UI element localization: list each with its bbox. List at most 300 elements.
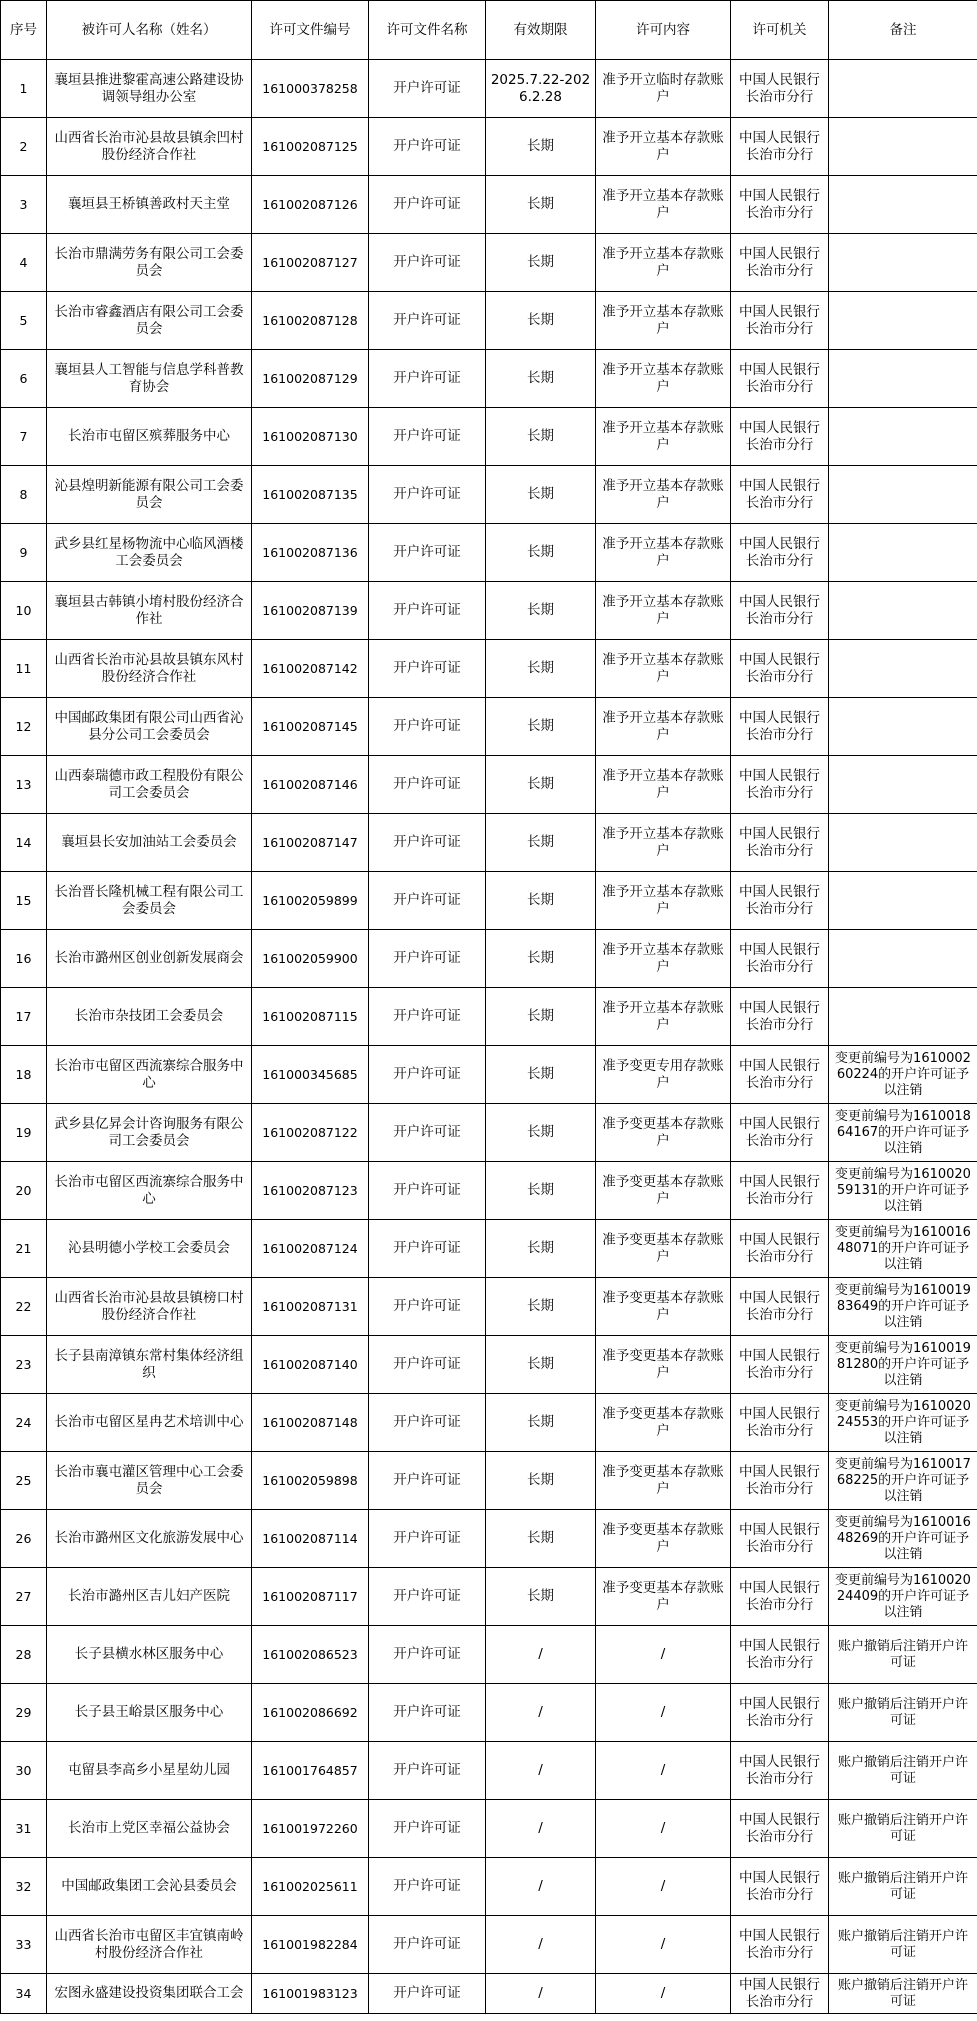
license-name-cell: 开户许可证 <box>369 582 486 640</box>
license-name-cell: 开户许可证 <box>369 698 486 756</box>
remark-cell <box>829 292 977 350</box>
license-name-cell: 开户许可证 <box>369 872 486 930</box>
remark-cell <box>829 118 977 176</box>
agency-cell: 中国人民银行长治市分行 <box>731 524 829 582</box>
agency-cell: 中国人民银行长治市分行 <box>731 408 829 466</box>
license-number-cell: 161002087148 <box>252 1394 369 1452</box>
remark-cell <box>829 988 977 1046</box>
licensee-name-cell: 山西省长治市沁县故县镇东风村股份经济合作社 <box>47 640 252 698</box>
licensee-name-cell: 长子县南漳镇东常村集体经济组织 <box>47 1336 252 1394</box>
seq-cell: 20 <box>1 1162 47 1220</box>
seq-cell: 2 <box>1 118 47 176</box>
validity-cell: 长期 <box>486 698 596 756</box>
license-name-cell: 开户许可证 <box>369 814 486 872</box>
agency-cell: 中国人民银行长治市分行 <box>731 1336 829 1394</box>
license-name-cell: 开户许可证 <box>369 1916 486 1974</box>
remark-cell: 账户撤销后注销开户许可证 <box>829 1742 977 1800</box>
remark-cell <box>829 930 977 988</box>
licensee-name-cell: 长治市屯留区星冉艺术培训中心 <box>47 1394 252 1452</box>
license-name-cell: 开户许可证 <box>369 1742 486 1800</box>
seq-cell: 7 <box>1 408 47 466</box>
content-cell: 准予变更基本存款账户 <box>596 1104 731 1162</box>
table-row <box>1 408 977 466</box>
agency-cell: 中国人民银行长治市分行 <box>731 1278 829 1336</box>
license-name-cell: 开户许可证 <box>369 1626 486 1684</box>
license-name-cell: 开户许可证 <box>369 1684 486 1742</box>
licensee-name-cell: 武乡县亿昇会计咨询服务有限公司工会委员会 <box>47 1104 252 1162</box>
table-row <box>1 1336 977 1394</box>
license-number-cell: 161002059898 <box>252 1452 369 1510</box>
licensee-name-cell: 武乡县红星杨物流中心临风酒楼工会委员会 <box>47 524 252 582</box>
validity-cell: 2025.7.22-2026.2.28 <box>486 60 596 118</box>
licensee-name-cell: 山西泰瑞德市政工程股份有限公司工会委员会 <box>47 756 252 814</box>
licensee-name-cell: 长治市潞州区文化旅游发展中心 <box>47 1510 252 1568</box>
table-row <box>1 1394 977 1452</box>
validity-cell: 长期 <box>486 118 596 176</box>
content-cell: 准予开立基本存款账户 <box>596 350 731 408</box>
validity-cell: 长期 <box>486 176 596 234</box>
validity-cell: 长期 <box>486 988 596 1046</box>
license-number-cell: 161001764857 <box>252 1742 369 1800</box>
content-cell: 准予开立基本存款账户 <box>596 698 731 756</box>
remark-cell <box>829 466 977 524</box>
agency-cell: 中国人民银行长治市分行 <box>731 60 829 118</box>
license-number-cell: 161002087135 <box>252 466 369 524</box>
table-row <box>1 988 977 1046</box>
content-cell: / <box>596 1626 731 1684</box>
table-row <box>1 698 977 756</box>
license-name-cell: 开户许可证 <box>369 756 486 814</box>
validity-cell: 长期 <box>486 640 596 698</box>
license-name-cell: 开户许可证 <box>369 1800 486 1858</box>
licensee-name-cell: 沁县煌明新能源有限公司工会委员会 <box>47 466 252 524</box>
license-number-cell: 161002087126 <box>252 176 369 234</box>
seq-cell: 26 <box>1 1510 47 1568</box>
licensee-name-cell: 襄垣县推进黎霍高速公路建设协调领导组办公室 <box>47 60 252 118</box>
seq-cell: 13 <box>1 756 47 814</box>
seq-cell: 18 <box>1 1046 47 1104</box>
license-number-cell: 161002087131 <box>252 1278 369 1336</box>
remark-cell: 变更前编号为161001768225的开户许可证予以注销 <box>829 1452 977 1510</box>
licensee-name-cell: 长治晋长隆机械工程有限公司工会委员会 <box>47 872 252 930</box>
content-cell: 准予开立基本存款账户 <box>596 756 731 814</box>
remark-cell <box>829 756 977 814</box>
seq-cell: 17 <box>1 988 47 1046</box>
seq-cell: 33 <box>1 1916 47 1974</box>
licensee-name-cell: 长治市上党区幸福公益协会 <box>47 1800 252 1858</box>
remark-cell <box>829 582 977 640</box>
agency-cell: 中国人民银行长治市分行 <box>731 292 829 350</box>
validity-cell: 长期 <box>486 292 596 350</box>
validity-cell: 长期 <box>486 350 596 408</box>
agency-cell: 中国人民银行长治市分行 <box>731 350 829 408</box>
agency-cell: 中国人民银行长治市分行 <box>731 814 829 872</box>
remark-cell <box>829 698 977 756</box>
license-name-cell: 开户许可证 <box>369 466 486 524</box>
seq-cell: 23 <box>1 1336 47 1394</box>
license-number-cell: 161002087114 <box>252 1510 369 1568</box>
remark-cell <box>829 524 977 582</box>
seq-cell: 10 <box>1 582 47 640</box>
license-name-cell: 开户许可证 <box>369 1220 486 1278</box>
seq-cell: 27 <box>1 1568 47 1626</box>
validity-cell: 长期 <box>486 1394 596 1452</box>
validity-cell: 长期 <box>486 1046 596 1104</box>
content-cell: 准予开立基本存款账户 <box>596 640 731 698</box>
seq-cell: 32 <box>1 1858 47 1916</box>
license-name-cell: 开户许可证 <box>369 524 486 582</box>
remark-cell: 账户撤销后注销开户许可证 <box>829 1974 977 2014</box>
agency-cell: 中国人民银行长治市分行 <box>731 930 829 988</box>
licensee-name-cell: 长治市屯留区西流寨综合服务中心 <box>47 1046 252 1104</box>
table-row <box>1 640 977 698</box>
seq-cell: 4 <box>1 234 47 292</box>
license-number-cell: 161002087124 <box>252 1220 369 1278</box>
header-license-number: 许可文件编号 <box>252 1 369 60</box>
content-cell: 准予开立基本存款账户 <box>596 872 731 930</box>
remark-cell <box>829 350 977 408</box>
content-cell: 准予开立基本存款账户 <box>596 292 731 350</box>
validity-cell: 长期 <box>486 872 596 930</box>
license-number-cell: 161002025611 <box>252 1858 369 1916</box>
remark-cell: 账户撤销后注销开户许可证 <box>829 1916 977 1974</box>
agency-cell: 中国人民银行长治市分行 <box>731 1800 829 1858</box>
validity-cell: 长期 <box>486 1162 596 1220</box>
license-number-cell: 161002059899 <box>252 872 369 930</box>
validity-cell: 长期 <box>486 1510 596 1568</box>
seq-cell: 31 <box>1 1800 47 1858</box>
agency-cell: 中国人民银行长治市分行 <box>731 698 829 756</box>
seq-cell: 6 <box>1 350 47 408</box>
licensee-name-cell: 山西省长治市沁县故县镇榜口村股份经济合作社 <box>47 1278 252 1336</box>
license-name-cell: 开户许可证 <box>369 292 486 350</box>
content-cell: 准予变更基本存款账户 <box>596 1394 731 1452</box>
license-name-cell: 开户许可证 <box>369 1046 486 1104</box>
table-row <box>1 1452 977 1510</box>
license-number-cell: 161002087145 <box>252 698 369 756</box>
agency-cell: 中国人民银行长治市分行 <box>731 176 829 234</box>
agency-cell: 中国人民银行长治市分行 <box>731 1742 829 1800</box>
licensee-name-cell: 长子县横水林区服务中心 <box>47 1626 252 1684</box>
license-number-cell: 161002087130 <box>252 408 369 466</box>
validity-cell: / <box>486 1800 596 1858</box>
license-name-cell: 开户许可证 <box>369 1568 486 1626</box>
agency-cell: 中国人民银行长治市分行 <box>731 1510 829 1568</box>
licensee-name-cell: 襄垣县人工智能与信息学科普教育协会 <box>47 350 252 408</box>
license-number-cell: 161002087125 <box>252 118 369 176</box>
content-cell: 准予变更基本存款账户 <box>596 1336 731 1394</box>
license-number-cell: 161000378258 <box>252 60 369 118</box>
validity-cell: 长期 <box>486 524 596 582</box>
table-row <box>1 1278 977 1336</box>
seq-cell: 21 <box>1 1220 47 1278</box>
header-licensee-name: 被许可人名称（姓名） <box>47 1 252 60</box>
table-row <box>1 350 977 408</box>
remark-cell: 账户撤销后注销开户许可证 <box>829 1858 977 1916</box>
agency-cell: 中国人民银行长治市分行 <box>731 234 829 292</box>
table-row <box>1 1974 977 2014</box>
license-name-cell: 开户许可证 <box>369 1974 486 2014</box>
validity-cell: 长期 <box>486 1278 596 1336</box>
validity-cell: / <box>486 1858 596 1916</box>
licensee-name-cell: 长治市潞州区吉儿妇产医院 <box>47 1568 252 1626</box>
content-cell: 准予变更基本存款账户 <box>596 1162 731 1220</box>
licensee-name-cell: 山西省长治市屯留区丰宜镇南岭村股份经济合作社 <box>47 1916 252 1974</box>
table-row <box>1 234 977 292</box>
license-name-cell: 开户许可证 <box>369 118 486 176</box>
licensee-name-cell: 长治市睿鑫酒店有限公司工会委员会 <box>47 292 252 350</box>
validity-cell: 长期 <box>486 1568 596 1626</box>
license-number-cell: 161002087146 <box>252 756 369 814</box>
agency-cell: 中国人民银行长治市分行 <box>731 1916 829 1974</box>
seq-cell: 15 <box>1 872 47 930</box>
agency-cell: 中国人民银行长治市分行 <box>731 1104 829 1162</box>
agency-cell: 中国人民银行长治市分行 <box>731 1568 829 1626</box>
license-name-cell: 开户许可证 <box>369 60 486 118</box>
seq-cell: 1 <box>1 60 47 118</box>
header-validity: 有效期限 <box>486 1 596 60</box>
licensee-name-cell: 长治市鼎满劳务有限公司工会委员会 <box>47 234 252 292</box>
seq-cell: 5 <box>1 292 47 350</box>
content-cell: 准予开立基本存款账户 <box>596 466 731 524</box>
content-cell: 准予开立基本存款账户 <box>596 582 731 640</box>
header-remark: 备注 <box>829 1 977 60</box>
header-content: 许可内容 <box>596 1 731 60</box>
licensee-name-cell: 沁县明德小学校工会委员会 <box>47 1220 252 1278</box>
licensee-name-cell: 长治市襄屯灌区管理中心工会委员会 <box>47 1452 252 1510</box>
license-name-cell: 开户许可证 <box>369 1394 486 1452</box>
seq-cell: 14 <box>1 814 47 872</box>
agency-cell: 中国人民银行长治市分行 <box>731 1046 829 1104</box>
licensee-name-cell: 长治市潞州区创业创新发展商会 <box>47 930 252 988</box>
licensee-name-cell: 襄垣县王桥镇善政村天主堂 <box>47 176 252 234</box>
validity-cell: 长期 <box>486 1220 596 1278</box>
validity-cell: 长期 <box>486 1104 596 1162</box>
seq-cell: 8 <box>1 466 47 524</box>
content-cell: 准予变更基本存款账户 <box>596 1452 731 1510</box>
seq-cell: 24 <box>1 1394 47 1452</box>
license-number-cell: 161002087127 <box>252 234 369 292</box>
content-cell: / <box>596 1916 731 1974</box>
licensee-name-cell: 襄垣县古韩镇小堉村股份经济合作社 <box>47 582 252 640</box>
table-row <box>1 872 977 930</box>
license-number-cell: 161002086692 <box>252 1684 369 1742</box>
seq-cell: 19 <box>1 1104 47 1162</box>
license-number-cell: 161002087139 <box>252 582 369 640</box>
remark-cell: 变更前编号为161002024409的开户许可证予以注销 <box>829 1568 977 1626</box>
table-row <box>1 1568 977 1626</box>
content-cell: 准予变更专用存款账户 <box>596 1046 731 1104</box>
remark-cell: 变更前编号为161001981280的开户许可证予以注销 <box>829 1336 977 1394</box>
seq-cell: 28 <box>1 1626 47 1684</box>
agency-cell: 中国人民银行长治市分行 <box>731 1974 829 2014</box>
seq-cell: 29 <box>1 1684 47 1742</box>
agency-cell: 中国人民银行长治市分行 <box>731 988 829 1046</box>
license-number-cell: 161002087142 <box>252 640 369 698</box>
agency-cell: 中国人民银行长治市分行 <box>731 1684 829 1742</box>
license-number-cell: 161001982284 <box>252 1916 369 1974</box>
license-number-cell: 161002086523 <box>252 1626 369 1684</box>
validity-cell: 长期 <box>486 814 596 872</box>
table-row <box>1 1104 977 1162</box>
table-row <box>1 292 977 350</box>
remark-cell: 账户撤销后注销开户许可证 <box>829 1684 977 1742</box>
content-cell: 准予开立基本存款账户 <box>596 408 731 466</box>
license-number-cell: 161002087128 <box>252 292 369 350</box>
table-row <box>1 60 977 118</box>
remark-cell <box>829 814 977 872</box>
license-number-cell: 161002087140 <box>252 1336 369 1394</box>
seq-cell: 12 <box>1 698 47 756</box>
license-name-cell: 开户许可证 <box>369 1858 486 1916</box>
seq-cell: 16 <box>1 930 47 988</box>
agency-cell: 中国人民银行长治市分行 <box>731 1220 829 1278</box>
table-row <box>1 524 977 582</box>
agency-cell: 中国人民银行长治市分行 <box>731 1626 829 1684</box>
validity-cell: 长期 <box>486 1452 596 1510</box>
content-cell: / <box>596 1684 731 1742</box>
license-number-cell: 161000345685 <box>252 1046 369 1104</box>
content-cell: 准予变更基本存款账户 <box>596 1510 731 1568</box>
remark-cell: 变更前编号为161001648071的开户许可证予以注销 <box>829 1220 977 1278</box>
seq-cell: 11 <box>1 640 47 698</box>
seq-cell: 30 <box>1 1742 47 1800</box>
validity-cell: 长期 <box>486 930 596 988</box>
table-row <box>1 930 977 988</box>
remark-cell: 变更前编号为161002024553的开户许可证予以注销 <box>829 1394 977 1452</box>
license-number-cell: 161002087123 <box>252 1162 369 1220</box>
header-row <box>1 1 977 60</box>
table-row <box>1 176 977 234</box>
content-cell: 准予开立临时存款账户 <box>596 60 731 118</box>
licensee-name-cell: 中国邮政集团有限公司山西省沁县分公司工会委员会 <box>47 698 252 756</box>
table-row <box>1 1046 977 1104</box>
license-name-cell: 开户许可证 <box>369 988 486 1046</box>
validity-cell: 长期 <box>486 408 596 466</box>
content-cell: 准予变更基本存款账户 <box>596 1568 731 1626</box>
content-cell: 准予开立基本存款账户 <box>596 814 731 872</box>
table-row <box>1 1684 977 1742</box>
license-name-cell: 开户许可证 <box>369 1452 486 1510</box>
agency-cell: 中国人民银行长治市分行 <box>731 466 829 524</box>
licensee-name-cell: 长治市杂技团工会委员会 <box>47 988 252 1046</box>
licensee-name-cell: 长治市屯留区西流寨综合服务中心 <box>47 1162 252 1220</box>
license-name-cell: 开户许可证 <box>369 1104 486 1162</box>
license-name-cell: 开户许可证 <box>369 408 486 466</box>
license-number-cell: 161002087136 <box>252 524 369 582</box>
license-name-cell: 开户许可证 <box>369 234 486 292</box>
licensee-name-cell: 宏图永盛建设投资集团联合工会 <box>47 1974 252 2014</box>
table-row <box>1 466 977 524</box>
content-cell: / <box>596 1742 731 1800</box>
table-row <box>1 1742 977 1800</box>
content-cell: 准予变更基本存款账户 <box>596 1278 731 1336</box>
content-cell: 准予开立基本存款账户 <box>596 176 731 234</box>
table-row <box>1 118 977 176</box>
license-name-cell: 开户许可证 <box>369 930 486 988</box>
remark-cell <box>829 234 977 292</box>
table-row <box>1 756 977 814</box>
licensee-name-cell: 屯留县李高乡小星星幼儿园 <box>47 1742 252 1800</box>
content-cell: 准予开立基本存款账户 <box>596 524 731 582</box>
remark-cell: 变更前编号为161001983649的开户许可证予以注销 <box>829 1278 977 1336</box>
licensee-name-cell: 长子县王峪景区服务中心 <box>47 1684 252 1742</box>
content-cell: / <box>596 1974 731 2014</box>
header-license-name: 许可文件名称 <box>369 1 486 60</box>
remark-cell <box>829 176 977 234</box>
validity-cell: / <box>486 1626 596 1684</box>
table-row <box>1 1800 977 1858</box>
licensee-name-cell: 中国邮政集团工会沁县委员会 <box>47 1858 252 1916</box>
seq-cell: 34 <box>1 1974 47 2014</box>
agency-cell: 中国人民银行长治市分行 <box>731 756 829 814</box>
remark-cell <box>829 408 977 466</box>
agency-cell: 中国人民银行长治市分行 <box>731 1394 829 1452</box>
license-number-cell: 161002087147 <box>252 814 369 872</box>
agency-cell: 中国人民银行长治市分行 <box>731 1858 829 1916</box>
validity-cell: / <box>486 1742 596 1800</box>
table-row <box>1 1916 977 1974</box>
validity-cell: 长期 <box>486 582 596 640</box>
agency-cell: 中国人民银行长治市分行 <box>731 640 829 698</box>
remark-cell: 变更前编号为161001648269的开户许可证予以注销 <box>829 1510 977 1568</box>
license-number-cell: 161002087117 <box>252 1568 369 1626</box>
seq-cell: 3 <box>1 176 47 234</box>
validity-cell: 长期 <box>486 1336 596 1394</box>
validity-cell: / <box>486 1974 596 2014</box>
content-cell: 准予开立基本存款账户 <box>596 118 731 176</box>
license-name-cell: 开户许可证 <box>369 640 486 698</box>
table-row <box>1 1510 977 1568</box>
license-number-cell: 161002087122 <box>252 1104 369 1162</box>
table-row <box>1 814 977 872</box>
license-number-cell: 161001972260 <box>252 1800 369 1858</box>
license-name-cell: 开户许可证 <box>369 1278 486 1336</box>
seq-cell: 25 <box>1 1452 47 1510</box>
seq-cell: 22 <box>1 1278 47 1336</box>
remark-cell: 账户撤销后注销开户许可证 <box>829 1626 977 1684</box>
agency-cell: 中国人民银行长治市分行 <box>731 1162 829 1220</box>
license-name-cell: 开户许可证 <box>369 350 486 408</box>
remark-cell: 变更前编号为161001864167的开户许可证予以注销 <box>829 1104 977 1162</box>
remark-cell <box>829 640 977 698</box>
table-row <box>1 1162 977 1220</box>
licensee-name-cell: 襄垣县长安加油站工会委员会 <box>47 814 252 872</box>
content-cell: 准予开立基本存款账户 <box>596 930 731 988</box>
content-cell: 准予开立基本存款账户 <box>596 988 731 1046</box>
content-cell: 准予变更基本存款账户 <box>596 1220 731 1278</box>
validity-cell: 长期 <box>486 756 596 814</box>
license-name-cell: 开户许可证 <box>369 176 486 234</box>
license-number-cell: 161002059900 <box>252 930 369 988</box>
agency-cell: 中国人民银行长治市分行 <box>731 118 829 176</box>
table-row <box>1 1220 977 1278</box>
remark-cell: 变更前编号为161000260224的开户许可证予以注销 <box>829 1046 977 1104</box>
validity-cell: 长期 <box>486 234 596 292</box>
licensee-name-cell: 长治市屯留区殡葬服务中心 <box>47 408 252 466</box>
validity-cell: / <box>486 1684 596 1742</box>
license-name-cell: 开户许可证 <box>369 1162 486 1220</box>
license-number-cell: 161001983123 <box>252 1974 369 2014</box>
license-name-cell: 开户许可证 <box>369 1510 486 1568</box>
remark-cell: 变更前编号为161002059131的开户许可证予以注销 <box>829 1162 977 1220</box>
agency-cell: 中国人民银行长治市分行 <box>731 582 829 640</box>
header-seq: 序号 <box>1 1 47 60</box>
content-cell: / <box>596 1858 731 1916</box>
content-cell: 准予开立基本存款账户 <box>596 234 731 292</box>
table-row <box>1 1626 977 1684</box>
header-agency: 许可机关 <box>731 1 829 60</box>
